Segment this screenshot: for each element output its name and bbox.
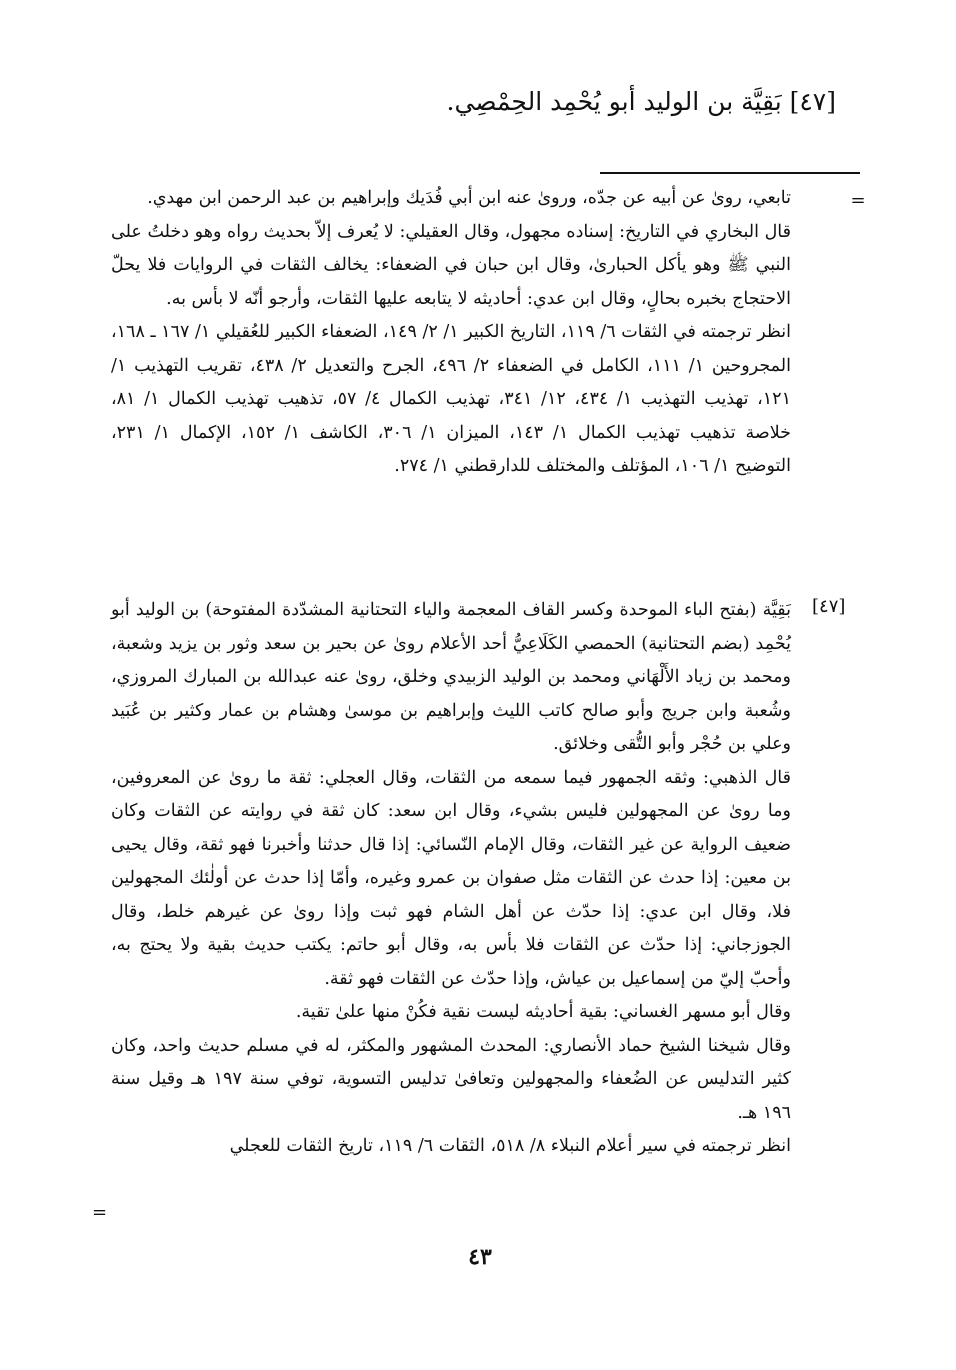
footnote-separator-rule xyxy=(600,172,860,174)
footnote-paragraph-3: انظر ترجمته في الثقات ٦/ ١١٩، التاريخ الكبير ١/ ٢/ ١٤٩، الضعفاء الكبير للعُقيلي ١/ ١٦٧ ـ ١٦٨، المجروحين ١/ ١١١، الكامل في الضعفاء ٢/ ٤٩٦، الجرح والتعديل ٢/ ٤٣٨، تقريب التهذيب ١/ ١٢١، تهذيب التهذيب ١/ ٤٣٤، ١٢/ ٣٤١، تهذيب الكمال ٤/ ٥٧، تذهيب تهذيب الكمال ١/ ٨١، خلاصة تذهيب تهذيب الكمال ١/ ١٤٣، الميزان ١/ ٣٠٦، الكاشف ١/ ١٥٢، الإكمال ١/ ٢٣١، التوضيح ١/ ١٠٦، المؤتلف والمختلف للدارقطني ١/ ٢٧٤. xyxy=(111,322,791,476)
page-number: ٤٣ xyxy=(468,1244,492,1270)
entry-paragraph-4: وقال شيخنا الشيخ حماد الأنصاري: المحدث المشهور والمكثر، له في مسلم حديث واحد، وكان كثير التدليس عن الضُعفاء والمجهولين وتعافىٰ تدليس التسوية، توفي سنة ١٩٧ هـ وقيل سنة ١٩٦ هـ. xyxy=(111,1035,791,1123)
entry-heading: [٤٧] بَقِيَّة بن الوليد أبو يُحْمِد الحِمْصِي. xyxy=(446,87,836,116)
entry-paragraph-2: قال الذهبي: وثقه الجمهور فيما سمعه من الثقات، وقال العجلي: ثقة ما روىٰ عن المعروفين، وما روىٰ عن المجهولين فليس بشيء، وقال ابن سعد: كان ثقة في روايته عن الثقات وكان ضعيف الرواية عن غير الثقات، وقال الإمام النّسائي: إذا قال حدثنا وأخبرنا فهو ثقة، وقال يحيى بن معين: إذا حدث عن الثقات مثل صفوان بن عمرو وغيره، وأمّا إذا حدث عن أولٰئك المجهولين فلا، وقال ابن عدي: إذا حدّث عن أهل الشام فهو ثبت وإذا روىٰ عن غيرهم خلط، وقال الجوزجاني: إذا حدّث عن الثقات فلا بأس به، وقال أبو حاتم: يكتب حديث بقية ولا يحتج به، وأحبّ إليّ من إسماعيل بن عياش، وإذا حدّث عن الثقات فهو ثقة. xyxy=(111,767,791,989)
entry-paragraph-1: بَقِيَّة (بفتح الباء الموحدة وكسر القاف المعجمة والياء التحتانية المشدّدة المفتوحة) بن الوليد أبو يُحْمِد (بضم التحتانية) الحمصي الكَلَاعِيُّ أحد الأعلام روىٰ عن بحير بن سعد وثور بن يزيد وشعبة، ومحمد بن زياد الأَلْهَاني ومحمد بن الوليد الزبيدي وخلق، روىٰ عنه عبدالله بن المبارك المروزي، وشُعبة وابن جريج وأبو صالح كاتب الليث وإبراهيم بن موسىٰ وهشام بن عمار وكثير بن عُبَيد وعلي بن حُجْر وأبو التُّقى وخلائق. xyxy=(111,600,791,754)
entry-paragraph-5: انظر ترجمته في سير أعلام النبلاء ٨/ ٥١٨، الثقات ٦/ ١١٩، تاريخ الثقات للعجلي xyxy=(229,1136,791,1156)
footnote-paragraph-1: تابعي، روىٰ عن أبيه عن جدّه، ورویٰ عنه ابن أبي فُدَيك وإبراهيم بن عبد الرحمن ابن مهدي. xyxy=(147,188,791,208)
entry-paragraph-3: وقال أبو مسهر الغساني: بقية أحاديثه ليست نقية فكُنْ منها علىٰ تقية. xyxy=(295,1002,791,1022)
entry-continuation-mark: = xyxy=(92,1202,108,1223)
footnote-continuation-mark: = xyxy=(850,190,866,211)
footnote-paragraph-2: قال البخاري في التاريخ: إسناده مجهول، وقال العقيلي: لا يُعرف إلاّ بحديث رواه وهو دخلتُ على النبي ﷺ وهو يأكل الحباریٰ، وقال ابن حبان في الضعفاء: يخالف الثقات في الروايات فلا يحلّ الاحتجاج بخبره بحالٍ، وقال ابن عدي: أحاديثه لا يتابعه عليها الثقات، وأرجو أنّه لا بأس به. xyxy=(111,221,791,309)
entry-number: [٤٧] xyxy=(812,596,846,617)
entry-block xyxy=(111,594,791,1164)
footnote-continuation-block xyxy=(111,182,791,484)
